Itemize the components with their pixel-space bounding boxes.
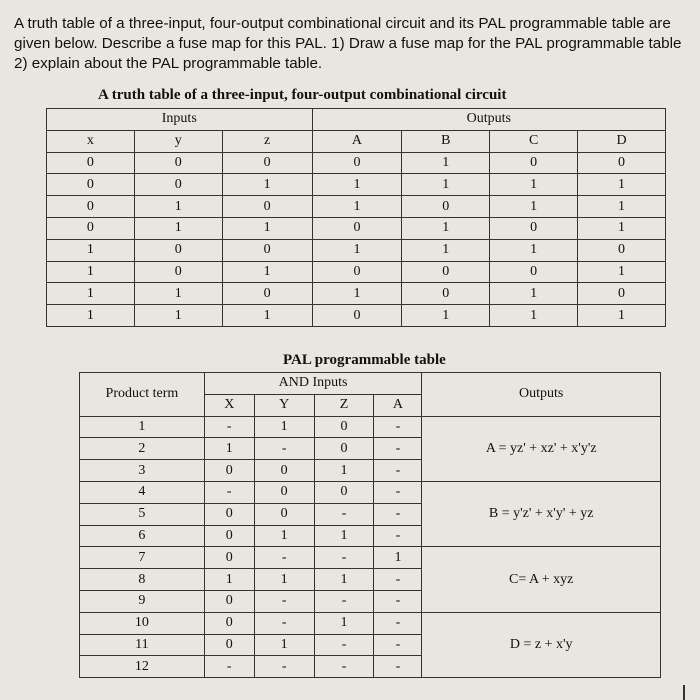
- table-cell: 1: [578, 261, 666, 283]
- table-row: [47, 261, 666, 283]
- table-cell: 1: [490, 239, 578, 261]
- and-input-cell: 0: [254, 460, 314, 482]
- and-input-cell: -: [374, 612, 422, 634]
- and-input-cell: 0: [204, 525, 254, 547]
- pal-table: [79, 372, 661, 678]
- table-cell: 0: [222, 283, 312, 305]
- and-input-cell: 0: [204, 503, 254, 525]
- table-cell: 1: [134, 305, 222, 327]
- table-cell: 1: [578, 305, 666, 327]
- product-term-number: 9: [80, 590, 205, 612]
- table-cell: 1: [578, 217, 666, 239]
- table-cell: 1: [222, 305, 312, 327]
- table-cell: 0: [402, 196, 490, 218]
- table-cell: 1: [47, 261, 135, 283]
- column-header: x: [47, 130, 135, 152]
- and-input-cell: -: [204, 416, 254, 438]
- table-cell: 1: [47, 283, 135, 305]
- table-row: [47, 305, 666, 327]
- and-input-cell: -: [254, 612, 314, 634]
- and-input-cell: 0: [314, 438, 374, 460]
- product-term-number: 5: [80, 503, 205, 525]
- product-term-number: 11: [80, 634, 205, 656]
- table-cell: 0: [47, 217, 135, 239]
- and-input-cell: 1: [314, 612, 374, 634]
- table-cell: 1: [490, 196, 578, 218]
- truth-table-body: [47, 152, 666, 326]
- product-term-number: 3: [80, 460, 205, 482]
- table-cell: 1: [222, 217, 312, 239]
- product-term-number: 8: [80, 569, 205, 591]
- table-cell: 0: [578, 239, 666, 261]
- column-header: y: [134, 130, 222, 152]
- product-term-number: 1: [80, 416, 205, 438]
- product-term-number: 12: [80, 656, 205, 678]
- table-cell: 0: [490, 261, 578, 283]
- table-cell: 1: [490, 305, 578, 327]
- table-row: [47, 152, 666, 174]
- table-cell: 1: [47, 305, 135, 327]
- and-input-cell: 0: [254, 481, 314, 503]
- and-input-cell: 1: [374, 547, 422, 569]
- table-cell: 1: [402, 217, 490, 239]
- outputs-group-header: Outputs: [312, 109, 665, 131]
- table-row: [47, 174, 666, 196]
- table-cell: 1: [47, 239, 135, 261]
- column-header: B: [402, 130, 490, 152]
- and-input-cell: 0: [204, 612, 254, 634]
- table-cell: 0: [47, 152, 135, 174]
- input-header: X: [204, 394, 254, 416]
- and-input-cell: 1: [254, 525, 314, 547]
- product-term-number: 7: [80, 547, 205, 569]
- product-term-header: Product term: [80, 373, 205, 417]
- output-equation: D = z + x'y: [422, 612, 661, 677]
- and-input-cell: -: [374, 460, 422, 482]
- and-input-cell: -: [314, 547, 374, 569]
- table-cell: 0: [134, 174, 222, 196]
- pencil-mark: [683, 685, 685, 700]
- and-input-cell: -: [374, 438, 422, 460]
- table-cell: 0: [47, 196, 135, 218]
- table-cell: 0: [312, 261, 402, 283]
- and-input-cell: 1: [314, 460, 374, 482]
- table-cell: 0: [490, 152, 578, 174]
- table-row: [47, 283, 666, 305]
- product-term-number: 2: [80, 438, 205, 460]
- table-row: [80, 612, 661, 634]
- table-cell: 0: [222, 152, 312, 174]
- table-cell: 1: [402, 305, 490, 327]
- and-input-cell: 0: [204, 547, 254, 569]
- and-input-cell: 1: [254, 416, 314, 438]
- table-row: [80, 416, 661, 438]
- output-equation: C= A + xyz: [422, 547, 661, 612]
- table-cell: 1: [490, 283, 578, 305]
- column-header: A: [312, 130, 402, 152]
- table-row: [47, 217, 666, 239]
- output-equation: B = y'z' + x'y' + yz: [422, 481, 661, 546]
- and-input-cell: -: [374, 590, 422, 612]
- column-header: D: [578, 130, 666, 152]
- and-input-cell: 0: [314, 416, 374, 438]
- table-cell: 1: [490, 174, 578, 196]
- table-cell: 1: [222, 174, 312, 196]
- inputs-group-header: Inputs: [47, 109, 313, 131]
- and-input-cell: 1: [314, 525, 374, 547]
- table-cell: 0: [312, 152, 402, 174]
- table-cell: 0: [134, 261, 222, 283]
- table-cell: 1: [312, 239, 402, 261]
- and-input-cell: 1: [254, 569, 314, 591]
- and-input-cell: 1: [204, 569, 254, 591]
- and-input-cell: -: [374, 656, 422, 678]
- and-input-cell: 0: [314, 481, 374, 503]
- table-cell: 1: [134, 217, 222, 239]
- and-input-cell: -: [374, 569, 422, 591]
- table-cell: 1: [312, 283, 402, 305]
- truth-table: [46, 108, 666, 327]
- question-text: A truth table of a three-input, four-output combinational circuit and its PAL programmable table are given below. Describe a fuse map for this PAL. 1) Draw a fuse map for the PAL programmable table 2) explain about the PAL programmable table.: [14, 15, 682, 72]
- outputs-header: Outputs: [422, 373, 661, 417]
- table-cell: 1: [134, 196, 222, 218]
- and-input-cell: 0: [254, 503, 314, 525]
- table-cell: 1: [312, 196, 402, 218]
- table-cell: 0: [312, 217, 402, 239]
- truth-table-title: A truth table of a three-input, four-output combinational circuit: [98, 87, 507, 103]
- table-row: [47, 196, 666, 218]
- table-cell: 1: [402, 174, 490, 196]
- pal-table-title: PAL programmable table: [283, 352, 446, 368]
- table-cell: 0: [134, 152, 222, 174]
- table-cell: 1: [312, 174, 402, 196]
- product-term-number: 6: [80, 525, 205, 547]
- input-header: Y: [254, 394, 314, 416]
- output-equation: A = yz' + xz' + x'y'z: [422, 416, 661, 481]
- and-input-cell: -: [374, 481, 422, 503]
- table-cell: 0: [312, 305, 402, 327]
- input-header: A: [374, 394, 422, 416]
- and-input-cell: -: [374, 634, 422, 656]
- product-term-number: 10: [80, 612, 205, 634]
- and-input-cell: 0: [204, 590, 254, 612]
- and-input-cell: -: [204, 656, 254, 678]
- table-cell: 0: [134, 239, 222, 261]
- table-cell: 0: [578, 152, 666, 174]
- table-row: [80, 547, 661, 569]
- and-input-cell: 0: [204, 634, 254, 656]
- column-header: z: [222, 130, 312, 152]
- and-inputs-header: AND Inputs: [204, 373, 422, 395]
- and-input-cell: -: [314, 634, 374, 656]
- table-cell: 1: [134, 283, 222, 305]
- pal-table-body: [80, 416, 661, 678]
- table-cell: 0: [578, 283, 666, 305]
- and-input-cell: -: [254, 656, 314, 678]
- and-input-cell: 1: [314, 569, 374, 591]
- and-input-cell: -: [374, 416, 422, 438]
- table-cell: 1: [578, 196, 666, 218]
- table-cell: 0: [222, 239, 312, 261]
- and-input-cell: -: [374, 503, 422, 525]
- and-input-cell: -: [314, 503, 374, 525]
- and-input-cell: -: [314, 656, 374, 678]
- and-input-cell: -: [254, 438, 314, 460]
- table-cell: 1: [222, 261, 312, 283]
- and-input-cell: -: [374, 525, 422, 547]
- product-term-number: 4: [80, 481, 205, 503]
- and-input-cell: -: [314, 590, 374, 612]
- and-input-cell: -: [254, 547, 314, 569]
- table-cell: 0: [47, 174, 135, 196]
- table-row: [80, 481, 661, 503]
- and-input-cell: 0: [204, 460, 254, 482]
- column-header: C: [490, 130, 578, 152]
- table-cell: 0: [402, 261, 490, 283]
- table-cell: 0: [222, 196, 312, 218]
- and-input-cell: 1: [254, 634, 314, 656]
- table-cell: 1: [402, 152, 490, 174]
- table-cell: 0: [490, 217, 578, 239]
- and-input-cell: -: [204, 481, 254, 503]
- table-row: [47, 239, 666, 261]
- table-cell: 1: [578, 174, 666, 196]
- and-input-cell: -: [254, 590, 314, 612]
- and-input-cell: 1: [204, 438, 254, 460]
- table-cell: 1: [402, 239, 490, 261]
- table-cell: 0: [402, 283, 490, 305]
- input-header: Z: [314, 394, 374, 416]
